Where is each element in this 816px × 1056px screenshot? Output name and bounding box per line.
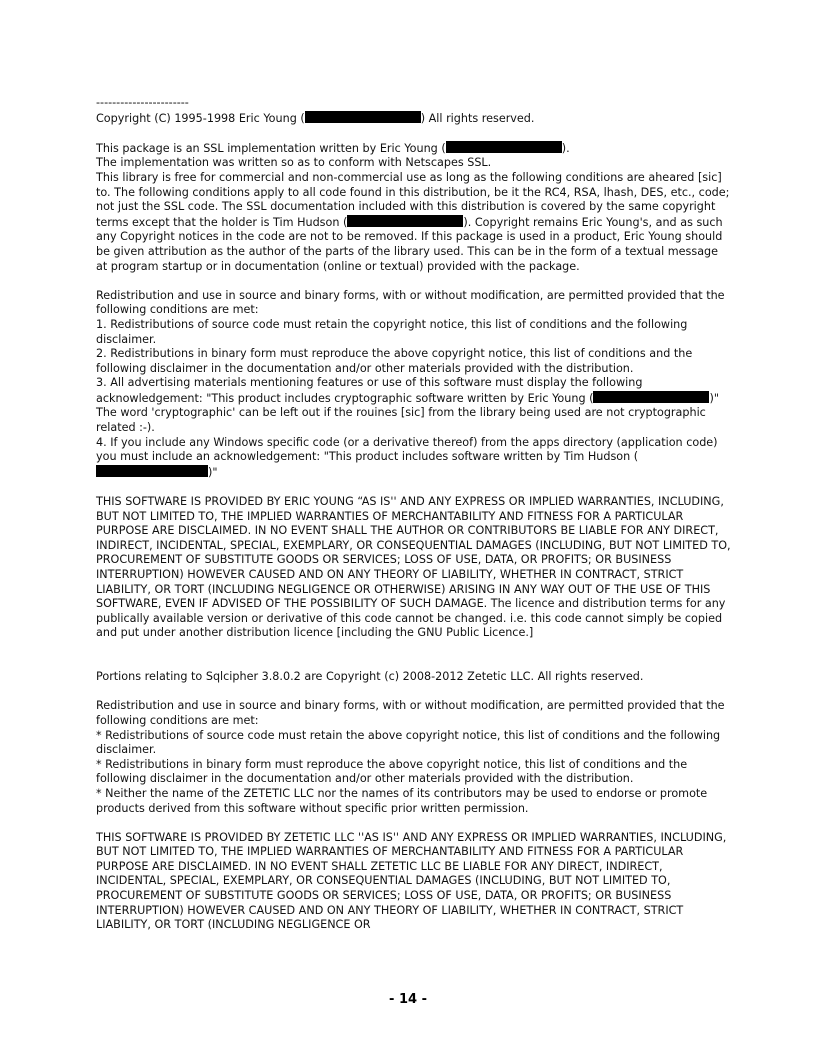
sqlcipher-disclaimer: THIS SOFTWARE IS PROVIDED BY ZETETIC LLC ''AS IS'' AND ANY EXPRESS OR IMPLIED WARRANTIES, INCLUDING, BUT NOT LIMITED TO, THE IMPLIED WARRANTIES OF MERCHANTABILITY AND FITNESS FOR A PARTICULAR PURPOSE ARE DISCLAIMED. IN NO EVENT SHALL ZETETIC LLC BE LIABLE FOR ANY DIRECT, INDIRECT, INCIDENTAL, SPECIAL, EXEMPLARY, OR CONSEQUENTIAL DAMAGES (INCLUDING, BUT NOT LIMITED TO, PROCUREMENT OF SUBSTITUTE GOODS OR SERVICES; LOSS OF USE, DATA, OR PROFITS; OR BUSINESS INTERRUPTION) HOWEVER CAUSED AND ON ANY THEORY OF LIABILITY, WHETHER IN CONTRACT, STRICT LIABILITY, OR TORT (INCLUDING NEGLIGENCE OR [96, 830, 727, 932]
free-use-paragraph: This library is free for commercial and non-commercial use as long as the following conditions are aheared [sic] to. The following conditions apply to all code found in this distribution, be it the RC4, RSA, lhash, DES, etc., code; not just the SSL code. The SSL documentation included with this distribution is covered by the same copyright terms except that the holder is Tim Hudson ( ). Copyright remains Eric Young's, and as such any Copyright notices in the code are not to be removed. If this package is used in a product, Eric Young should be given attribution as the author of the parts of the library used. This can be in the form of a textual message at program startup or in documentation (online or textual) provided with the package. [96, 170, 730, 273]
redacted-email [446, 141, 562, 153]
condition-1: 1. Redistributions of source code must retain the copyright notice, this list of conditions and the following disclaimer. [96, 317, 688, 346]
condition-2: 2. Redistributions in binary form must reproduce the above copyright notice, this list of conditions and the following disclaimer in the documentation and/or other materials provided with the distribution. [96, 347, 693, 375]
separator-rule: ----------------------- [96, 96, 189, 109]
copyright-line: Copyright (C) 1995-1998 Eric Young ( ) All rights reserved. [96, 111, 535, 125]
page-number: - 14 - [389, 992, 427, 1007]
condition-1: * Redistributions of source code must retain the above copyright notice, this list of conditions and the following disclaimer. [96, 728, 721, 757]
sqlcipher-conditions: Redistribution and use in source and binary forms, with or without modification, are permitted provided that the following conditions are met: * Redistributions of source code must retain the above copyright notice, this list of conditions and the following disclaimer. * Redistributions in binary form must reproduce the above copyright notice, this list of conditions and the following disclaimer in the documentation and/or other materials provided with the distribution. * Neither the name of the ZETETIC LLC nor the names of its contributors may be used to endorse or promote products derived from this software without specific prior written permission. [96, 699, 732, 816]
license-page [96, 96, 732, 947]
redistribution-conditions: Redistribution and use in source and binary forms, with or without modification, are permitted provided that the following conditions are met: 1. Redistributions of source code must retain the copyright notice, this list of conditions and the following disclaimer. 2. Redistributions in binary form must reproduce the above copyright notice, this list of conditions and the following disclaimer in the documentation and/or other materials provided with the distribution. 3. All advertising materials mentioning features or use of this software must display the following acknowledgement: "This product includes cryptographic software written by Eric Young ( )" The word 'cryptographic' can be left out if the rouines [sic] from the library being used are not cryptographic related :-). 4. If you include any Windows specific code (or a derivative thereof) from the apps directory (application code) you must include an acknowledgement: "This product includes software written by Tim Hudson ()" [96, 289, 732, 481]
redacted-email [96, 465, 208, 477]
redacted-email [347, 215, 463, 227]
redacted-email [593, 391, 709, 403]
condition-2: * Redistributions in binary form must reproduce the above copyright notice, this list of conditions and the following disclaimer in the documentation and/or other materials provided with the distribution. [96, 757, 688, 786]
condition-4: 4. If you include any Windows specific code (or a derivative thereof) from the apps directory (application code) you must include an acknowledgement: "This product includes software written by Tim Hudson ()" [96, 435, 718, 479]
redacted-email [305, 111, 421, 123]
condition-3: 3. All advertising materials mentioning features or use of this software must display the following acknowledgement: "This product includes cryptographic software written by Eric Young ( )" The word 'cryptographic' can be left out if the rouines [sic] from the library being used are not cryptographic related :-). [96, 376, 719, 435]
sqlcipher-copyright: Portions relating to Sqlcipher 3.8.0.2 are Copyright (c) 2008-2012 Zetetic LLC. All rights reserved. [96, 670, 644, 684]
condition-3: * Neither the name of the ZETETIC LLC nor the names of its contributors may be used to endorse or promote products derived from this software without specific prior written permission. [96, 786, 708, 815]
warranty-disclaimer: THIS SOFTWARE IS PROVIDED BY ERIC YOUNG “AS IS'' AND ANY EXPRESS OR IMPLIED WARRANTIES, INCLUDING, BUT NOT LIMITED TO, THE IMPLIED WARRANTIES OF MERCHANTABILITY AND FITNESS FOR A PARTICULAR PURPOSE ARE DISCLAIMED. IN NO EVENT SHALL THE AUTHOR OR CONTRIBUTORS BE LIABLE FOR ANY DIRECT, INDIRECT, INCIDENTAL, SPECIAL, EXEMPLARY, OR CONSEQUENTIAL DAMAGES (INCLUDING, BUT NOT LIMITED TO, PROCUREMENT OF SUBSTITUTE GOODS OR SERVICES; LOSS OF USE, DATA, OR PROFITS; OR BUSINESS INTERRUPTION) HOWEVER CAUSED AND ON ANY THEORY OF LIABILITY, WHETHER IN CONTRACT, STRICT LIABILITY, OR TORT (INCLUDING NEGLIGENCE OR OTHERWISE) ARISING IN ANY WAY OUT OF THE USE OF THIS SOFTWARE, EVEN IF ADVISED OF THE POSSIBILITY OF SUCH DAMAGE. The licence and distribution terms for any publically available version or derivative of this code cannot be changed. i.e. this code cannot simply be copied and put under another distribution licence [including the GNU Public Licence.] [96, 495, 731, 640]
ssl-intro: This package is an SSL implementation written by Eric Young ( ). The implementation was written so as to conform with Netscapes SSL. This library is free for commercial and non-commercial use as long as the following conditions are aheared [sic] to. The following conditions apply to all code found in this distribution, be it the RC4, RSA, lhash, DES, etc., code; not just the SSL code. The SSL documentation included with this distribution is covered by the same copyright terms except that the holder is Tim Hudson ( ). Copyright remains Eric Young's, and as such any Copyright notices in the code are not to be removed. If this package is used in a product, Eric Young should be given attribution as the author of the parts of the library used. This can be in the form of a textual message at program startup or in documentation (online or textual) provided with the package. [96, 141, 732, 274]
